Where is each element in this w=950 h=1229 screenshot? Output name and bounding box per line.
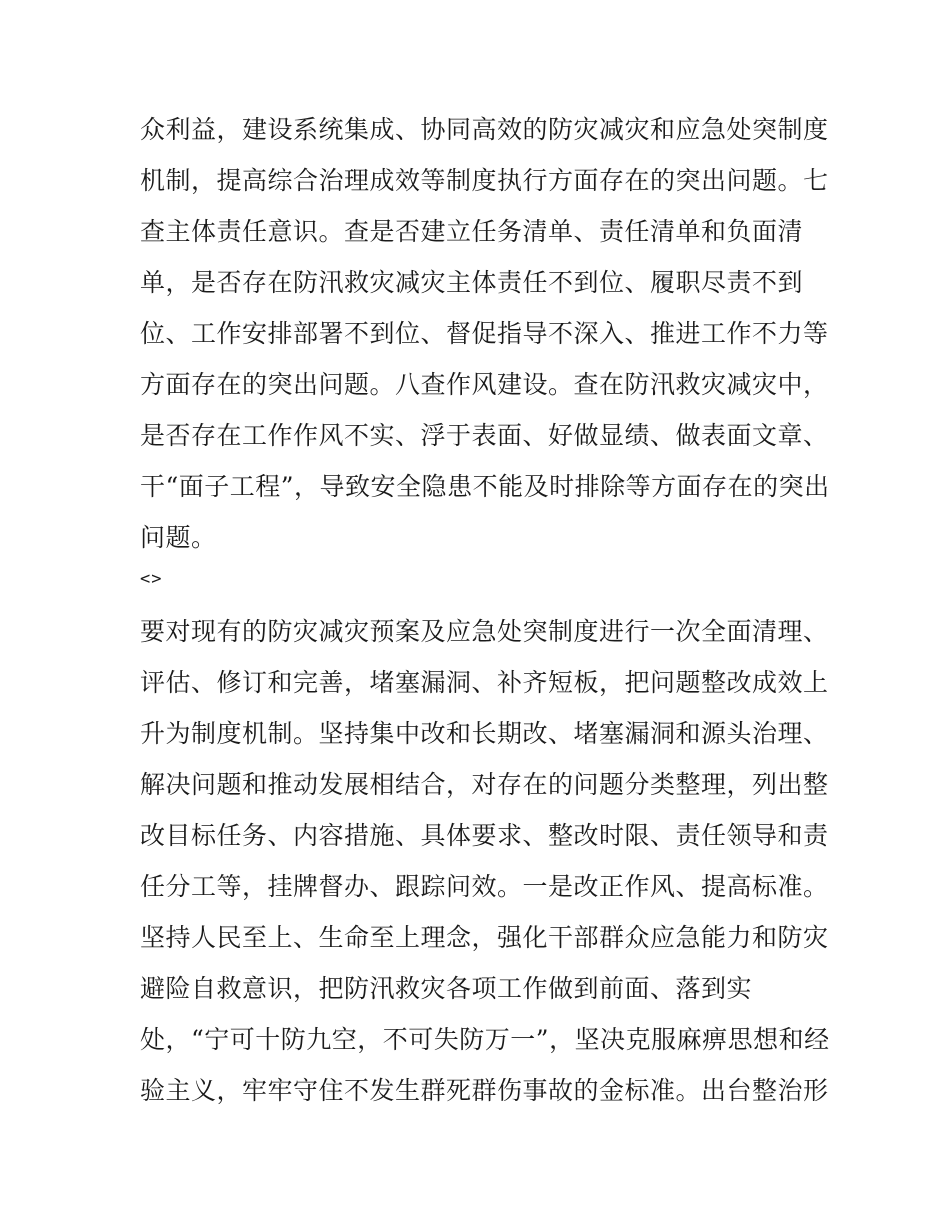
text-line: 是否存在工作作风不实、浮于表面、好做显绩、做表面文章、 <box>140 421 829 450</box>
text-line: 坚持人民至上、生命至上理念，强化干部群众应急能力和防灾 <box>140 923 829 952</box>
text-line: 评估、修订和完善，堵塞漏洞、补齐短板，把问题整改成效上 <box>140 668 829 697</box>
text-line: 查主体责任意识。查是否建立任务清单、责任清单和负面清 <box>140 217 804 246</box>
text-line: 改目标任务、内容措施、具体要求、整改时限、责任领导和责 <box>140 821 829 850</box>
text-line: 升为制度机制。坚持集中改和长期改、堵塞漏洞和源头治理、 <box>140 719 829 748</box>
text-line: 解决问题和推动发展相结合，对存在的问题分类整理，列出整 <box>140 770 829 799</box>
text-line: 避险自救意识，把防汛救灾各项工作做到前面、落到实 <box>140 974 753 1003</box>
section-marker: <> <box>140 569 163 589</box>
text-line: 要对现有的防灾减灾预案及应急处突制度进行一次全面清理、 <box>140 617 829 646</box>
text-line: 方面存在的突出问题。八查作风建设。查在防汛救灾减灾中， <box>140 370 829 399</box>
paragraph-2 <box>140 606 830 1116</box>
text-line: 位、工作安排部署不到位、督促指导不深入、推进工作不力等 <box>140 319 829 348</box>
text-line: 验主义，牢牢守住不发生群死群伤事故的金标准。出台整治形 <box>140 1076 829 1105</box>
text-line: 任分工等，挂牌督办、跟踪问效。一是改正作风、提高标准。 <box>140 872 829 901</box>
text-line: 问题。 <box>140 523 217 552</box>
paragraph-1 <box>140 104 830 563</box>
text-line: 处，“宁可十防九空，不可失防万一”，坚决克服麻痹思想和经 <box>140 1025 830 1054</box>
text-line: 干“面子工程”，导致安全隐患不能及时排除等方面存在的突出 <box>140 472 830 501</box>
text-line: 单，是否存在防汛救灾减灾主体责任不到位、履职尽责不到 <box>140 268 804 297</box>
text-line: 机制，提高综合治理成效等制度执行方面存在的突出问题。七 <box>140 166 829 195</box>
text-line: 众利益，建设系统集成、协同高效的防灾减灾和应急处突制度 <box>140 115 829 144</box>
